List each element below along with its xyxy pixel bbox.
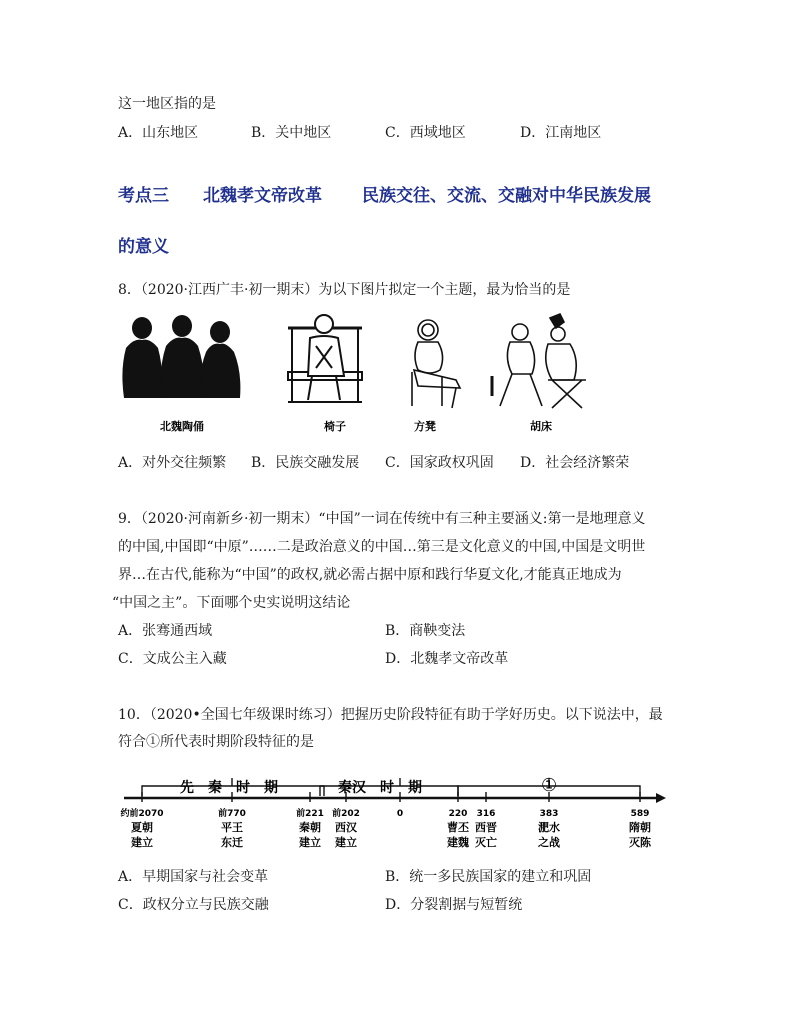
timeline-event-label: 秦朝 xyxy=(299,821,321,834)
q7-option-b: B．关中地区 xyxy=(251,125,332,141)
timeline-event-label: 建立 xyxy=(335,836,357,849)
timeline-event-label: 西晋 xyxy=(475,821,497,834)
timeline-event-label: 隋朝 xyxy=(629,821,651,834)
q7-option-c: C．西域地区 xyxy=(385,125,466,141)
q10-timeline xyxy=(110,760,670,856)
q9-stem-line3: 界…在古代,能称为“中国”的政权,就必需占据中原和践行华夏文化,才能真正地成为 xyxy=(118,567,622,583)
timeline-ticks xyxy=(120,792,652,849)
timeline-event-label: 平王 xyxy=(221,821,243,834)
timeline-event-label: 之战 xyxy=(538,836,560,849)
figurines-image xyxy=(122,315,240,398)
q9-option-a: A．张骞通西域 xyxy=(118,623,213,639)
timeline-event-label: 灭陈 xyxy=(629,836,651,849)
q10-stem-line1: 10．（2020•全国七年级课时练习）把握历史阶段特征有助于学好历史。以下说法中，最 xyxy=(118,707,663,723)
timeline-event-label: 东迁 xyxy=(221,836,243,849)
q8-stem: 8．（2020·江西广丰·初一期末）为以下图片拟定一个主题，最为恰当的是 xyxy=(118,282,571,298)
timeline-year-label: 589 xyxy=(630,809,650,819)
timeline-period-2: 秦汉 时 期 xyxy=(338,780,422,796)
folding-stool-image xyxy=(492,314,586,408)
timeline-year-label: 383 xyxy=(539,809,559,819)
q10-option-b: B．统一多民族国家的建立和巩固 xyxy=(385,869,592,885)
stool-image xyxy=(412,320,460,408)
timeline-year-label: 0 xyxy=(396,809,404,819)
q8-caption-1: 北魏陶俑 xyxy=(160,420,204,433)
q7-option-d: D．江南地区 xyxy=(520,125,602,141)
timeline-marker-1: ① xyxy=(541,775,558,796)
q8-illustrations xyxy=(112,310,652,440)
timeline-year-label: 220 xyxy=(448,809,468,819)
timeline-year-label: 前221 xyxy=(296,809,324,819)
q10-option-a: A．早期国家与社会变革 xyxy=(118,869,269,885)
q9-option-b: B．商鞅变法 xyxy=(385,623,466,639)
q8-option-c: C．国家政权巩固 xyxy=(385,455,494,471)
timeline-event-label: 灭亡 xyxy=(475,836,497,849)
q8-option-d: D．社会经济繁荣 xyxy=(520,455,630,471)
q10-option-d: D．分裂割据与短暂统 xyxy=(385,897,523,913)
q8-option-b: B．民族交融发展 xyxy=(251,455,360,471)
q9-option-c: C．文成公主入藏 xyxy=(118,651,227,667)
q9-stem-line4: “中国之主”。下面哪个史实说明这结论 xyxy=(112,595,351,611)
q7-stem-tail: 这一地区指的是 xyxy=(118,96,216,112)
timeline-year-label: 约前2070 xyxy=(120,809,164,819)
section-heading-part2: 北魏孝文帝改革 xyxy=(203,186,322,206)
q8-caption-2: 椅子 xyxy=(324,420,346,433)
section-heading-part3: 民族交往、交流、交融对中华民族发展 xyxy=(362,186,651,206)
timeline-event-label: 建立 xyxy=(299,836,321,849)
q9-stem-line2: 的中国,中国即“中原”……二是政治意义的中国…第三是文化意义的中国,中国是文明世 xyxy=(118,539,646,555)
timeline-event-label: 夏朝 xyxy=(131,821,153,834)
timeline-year-label: 316 xyxy=(476,809,496,819)
q10-option-c: C．政权分立与民族交融 xyxy=(118,897,269,913)
q9-stem-line1: 9．（2020·河南新乡·初一期末）“中国”一词在传统中有三种主要涵义:第一是地理意义 xyxy=(118,511,646,527)
q7-option-a: A．山东地区 xyxy=(118,125,199,141)
q8-caption-3: 方凳 xyxy=(414,420,436,433)
section-heading-line2: 的意义 xyxy=(118,237,169,257)
timeline-event-label: 西汉 xyxy=(335,821,357,834)
timeline-event-label: 建魏 xyxy=(447,836,469,849)
timeline-year-label: 前770 xyxy=(218,809,246,819)
timeline-year-label: 前202 xyxy=(332,809,360,819)
timeline-event-label: 建立 xyxy=(131,836,153,849)
timeline-event-label: 淝水 xyxy=(538,821,560,834)
timeline-event-label: 曹丕 xyxy=(447,821,469,834)
q9-option-d: D．北魏孝文帝改革 xyxy=(385,651,509,667)
section-heading-part1: 考点三 xyxy=(118,186,169,206)
q8-caption-4: 胡床 xyxy=(530,420,552,433)
q10-stem-line2: 符合①所代表时期阶段特征的是 xyxy=(118,734,314,750)
chair-image xyxy=(288,315,362,402)
timeline-period-1: 先 秦 时 期 xyxy=(180,780,278,796)
q8-option-a: A．对外交往频繁 xyxy=(118,455,227,471)
